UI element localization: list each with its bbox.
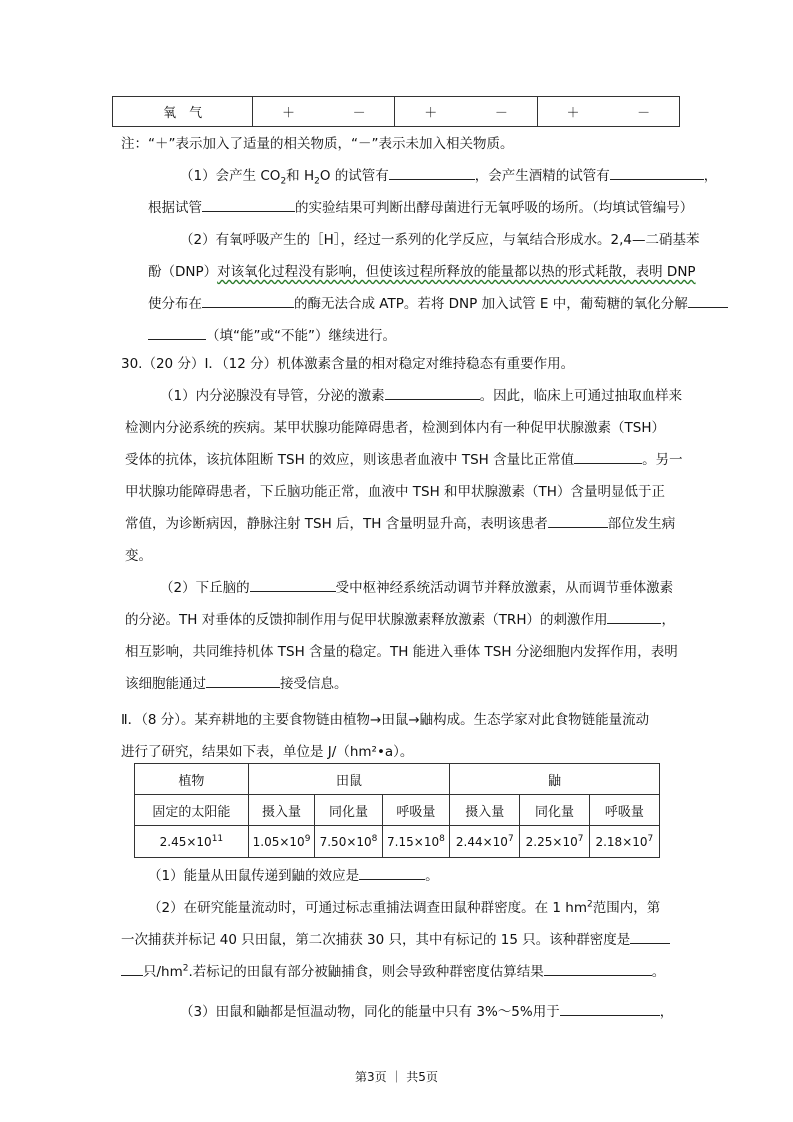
q30-p2-line1: （2）下丘脑的 受中枢神经系统活动调节并释放激素，从而调节垂体激素 xyxy=(160,580,674,596)
answer-blank[interactable] xyxy=(359,866,425,880)
answer-blank[interactable] xyxy=(548,514,608,528)
answer-blank[interactable] xyxy=(574,450,642,464)
value-cell: $1.05\times 10^9$ xyxy=(248,826,314,858)
part2-line1: Ⅱ．（8 分）。某弃耕地的主要食物链由植物→田鼠→鼬构成。生态学家对此食物链能量流动 xyxy=(121,712,650,728)
q29-p2-line4: （填“能”或“不能”）继续进行。 xyxy=(148,326,396,346)
value-cell: $2.44\times 10^7$ xyxy=(450,826,520,858)
answer-blank[interactable] xyxy=(688,294,728,308)
part2-q2-line2: 一次捕获并标记 40 只田鼠，第二次捕获 30 只，其中有标记的 15 只。该种群密度是 xyxy=(121,930,670,950)
answer-blank[interactable] xyxy=(385,386,480,400)
oxygen-label: 氧 气 xyxy=(113,97,253,127)
energy-flow-table xyxy=(134,763,660,858)
value-cell: $2.45\times 10^{11}$ xyxy=(135,826,249,858)
answer-blank[interactable] xyxy=(202,198,295,212)
q29-p1-line1: （1）会产生 $CO_2$和 $H_2O$ 的试管有 ，会产生酒精的试管有 ， xyxy=(180,168,718,187)
page-footer: 第3页 ｜ 共5页 xyxy=(355,1070,438,1084)
answer-blank[interactable] xyxy=(250,578,336,592)
table-note: 注：“＋”表示加入了适量的相关物质，“－”表示未加入相关物质。 xyxy=(121,136,514,152)
oxygen-table xyxy=(112,96,680,127)
sub-header: 固定的太阳能 xyxy=(135,795,249,826)
q30-p1-line6: 变。 xyxy=(125,548,152,564)
sub-header: 同化量 xyxy=(520,795,589,826)
value-cell: $7.50\times 10^8$ xyxy=(315,826,382,858)
sub-header: 呼吸量 xyxy=(589,795,659,826)
part2-q1: （1）能量从田鼠传递到鼬的效应是 。 xyxy=(148,868,439,884)
answer-blank[interactable] xyxy=(121,962,143,976)
q30-p1-line5: 常值，为诊断病因，静脉注射 TSH 后，TH 含量明显升高，表明该患者 部位发生病 xyxy=(125,516,676,532)
oxygen-cell: ＋ xyxy=(395,97,466,127)
answer-blank[interactable] xyxy=(610,166,704,180)
sub-header: 摄入量 xyxy=(450,795,520,826)
part2-q3: （3）田鼠和鼬都是恒温动物，同化的能量中只有 3%～5%用于 ， xyxy=(180,1004,674,1020)
q30-heading: 30.（20 分）Ⅰ．（12 分）机体激素含量的相对稳定对维持稳态有重要作用。 xyxy=(121,356,575,372)
answer-blank[interactable] xyxy=(389,166,475,180)
part2-q2-line1: （2）在研究能量流动时，可通过标志重捕法调查田鼠种群密度。在 1 $hm^2$范围内，第 xyxy=(148,899,661,916)
q30-p2-line2: 的分泌。TH 对垂体的反馈抑制作用与促甲状腺激素释放激素（TRH）的刺激作用 ， xyxy=(125,612,675,628)
sub-header: 同化量 xyxy=(315,795,382,826)
q30-p1-line1: （1）内分泌腺没有导管，分泌的激素 。因此，临床上可通过抽取血样来 xyxy=(160,388,683,404)
value-cell: $2.18\times 10^7$ xyxy=(589,826,659,858)
oxygen-cell: ＋ xyxy=(253,97,324,127)
q29-p2-line2: 酚（DNP）对该氧化过程没有影响，但使该过程所释放的能量都以热的形式耗散，表明 DNP xyxy=(148,264,696,280)
answer-blank[interactable] xyxy=(148,326,206,340)
answer-blank[interactable] xyxy=(544,962,652,976)
answer-blank[interactable] xyxy=(607,610,661,624)
q30-p2-line4: 该细胞能通过 接受信息。 xyxy=(125,676,348,692)
part2-q2-line3: 只$/hm^2$.若标记的田鼠有部分被鼬捕食，则会导致种群密度估算结果 。 xyxy=(121,962,665,982)
answer-blank[interactable] xyxy=(560,1002,660,1016)
q30-p2-line3: 相互影响，共同维持机体 TSH 含量的稳定。TH 能进入垂体 TSH 分泌细胞内发挥作用，表明 xyxy=(125,644,678,660)
q29-p2-line1: （2）有氧呼吸产生的［H］，经过一系列的化学反应，与氧结合形成水。2,4—二硝基苯 xyxy=(180,232,700,248)
oxygen-cell: ＋ xyxy=(537,97,608,127)
sub-header: 呼吸量 xyxy=(382,795,449,826)
q30-p1-line2: 检测内分泌系统的疾病。某甲状腺功能障碍患者，检测到体内有一种促甲状腺激素（TSH） xyxy=(125,420,665,436)
q30-p1-line3: 受体的抗体，该抗体阻断 TSH 的效应，则该患者血液中 TSH 含量比正常值 。另一 xyxy=(125,452,683,468)
part2-line2: 进行了研究，结果如下表，单位是 J/（hm²•a）。 xyxy=(121,744,414,760)
header-weasel: 鼬 xyxy=(450,764,660,795)
answer-blank[interactable] xyxy=(206,674,280,688)
q29-p2-line3: 使分布在 的酶无法合成 ATP。若将 DNP 加入试管 E 中，葡萄糖的氧化分解 xyxy=(148,294,728,314)
value-cell: $7.15\times 10^8$ xyxy=(382,826,449,858)
q29-p1-line2: 根据试管 的实验结果可判断出酵母菌进行无氧呼吸的场所。（均填试管编号） xyxy=(148,200,694,216)
oxygen-cell: － xyxy=(608,97,679,127)
header-mouse: 田鼠 xyxy=(248,764,449,795)
answer-blank[interactable] xyxy=(630,930,670,944)
sub-header: 摄入量 xyxy=(248,795,314,826)
answer-blank[interactable] xyxy=(202,294,294,308)
q30-p1-line4: 甲状腺功能障碍患者，下丘脑功能正常，血液中 TSH 和甲状腺激素（TH）含量明显低于正 xyxy=(125,484,665,500)
value-cell: $2.25\times 10^7$ xyxy=(520,826,589,858)
header-plant: 植物 xyxy=(135,764,249,795)
oxygen-cell: － xyxy=(324,97,395,127)
oxygen-cell: － xyxy=(466,97,537,127)
